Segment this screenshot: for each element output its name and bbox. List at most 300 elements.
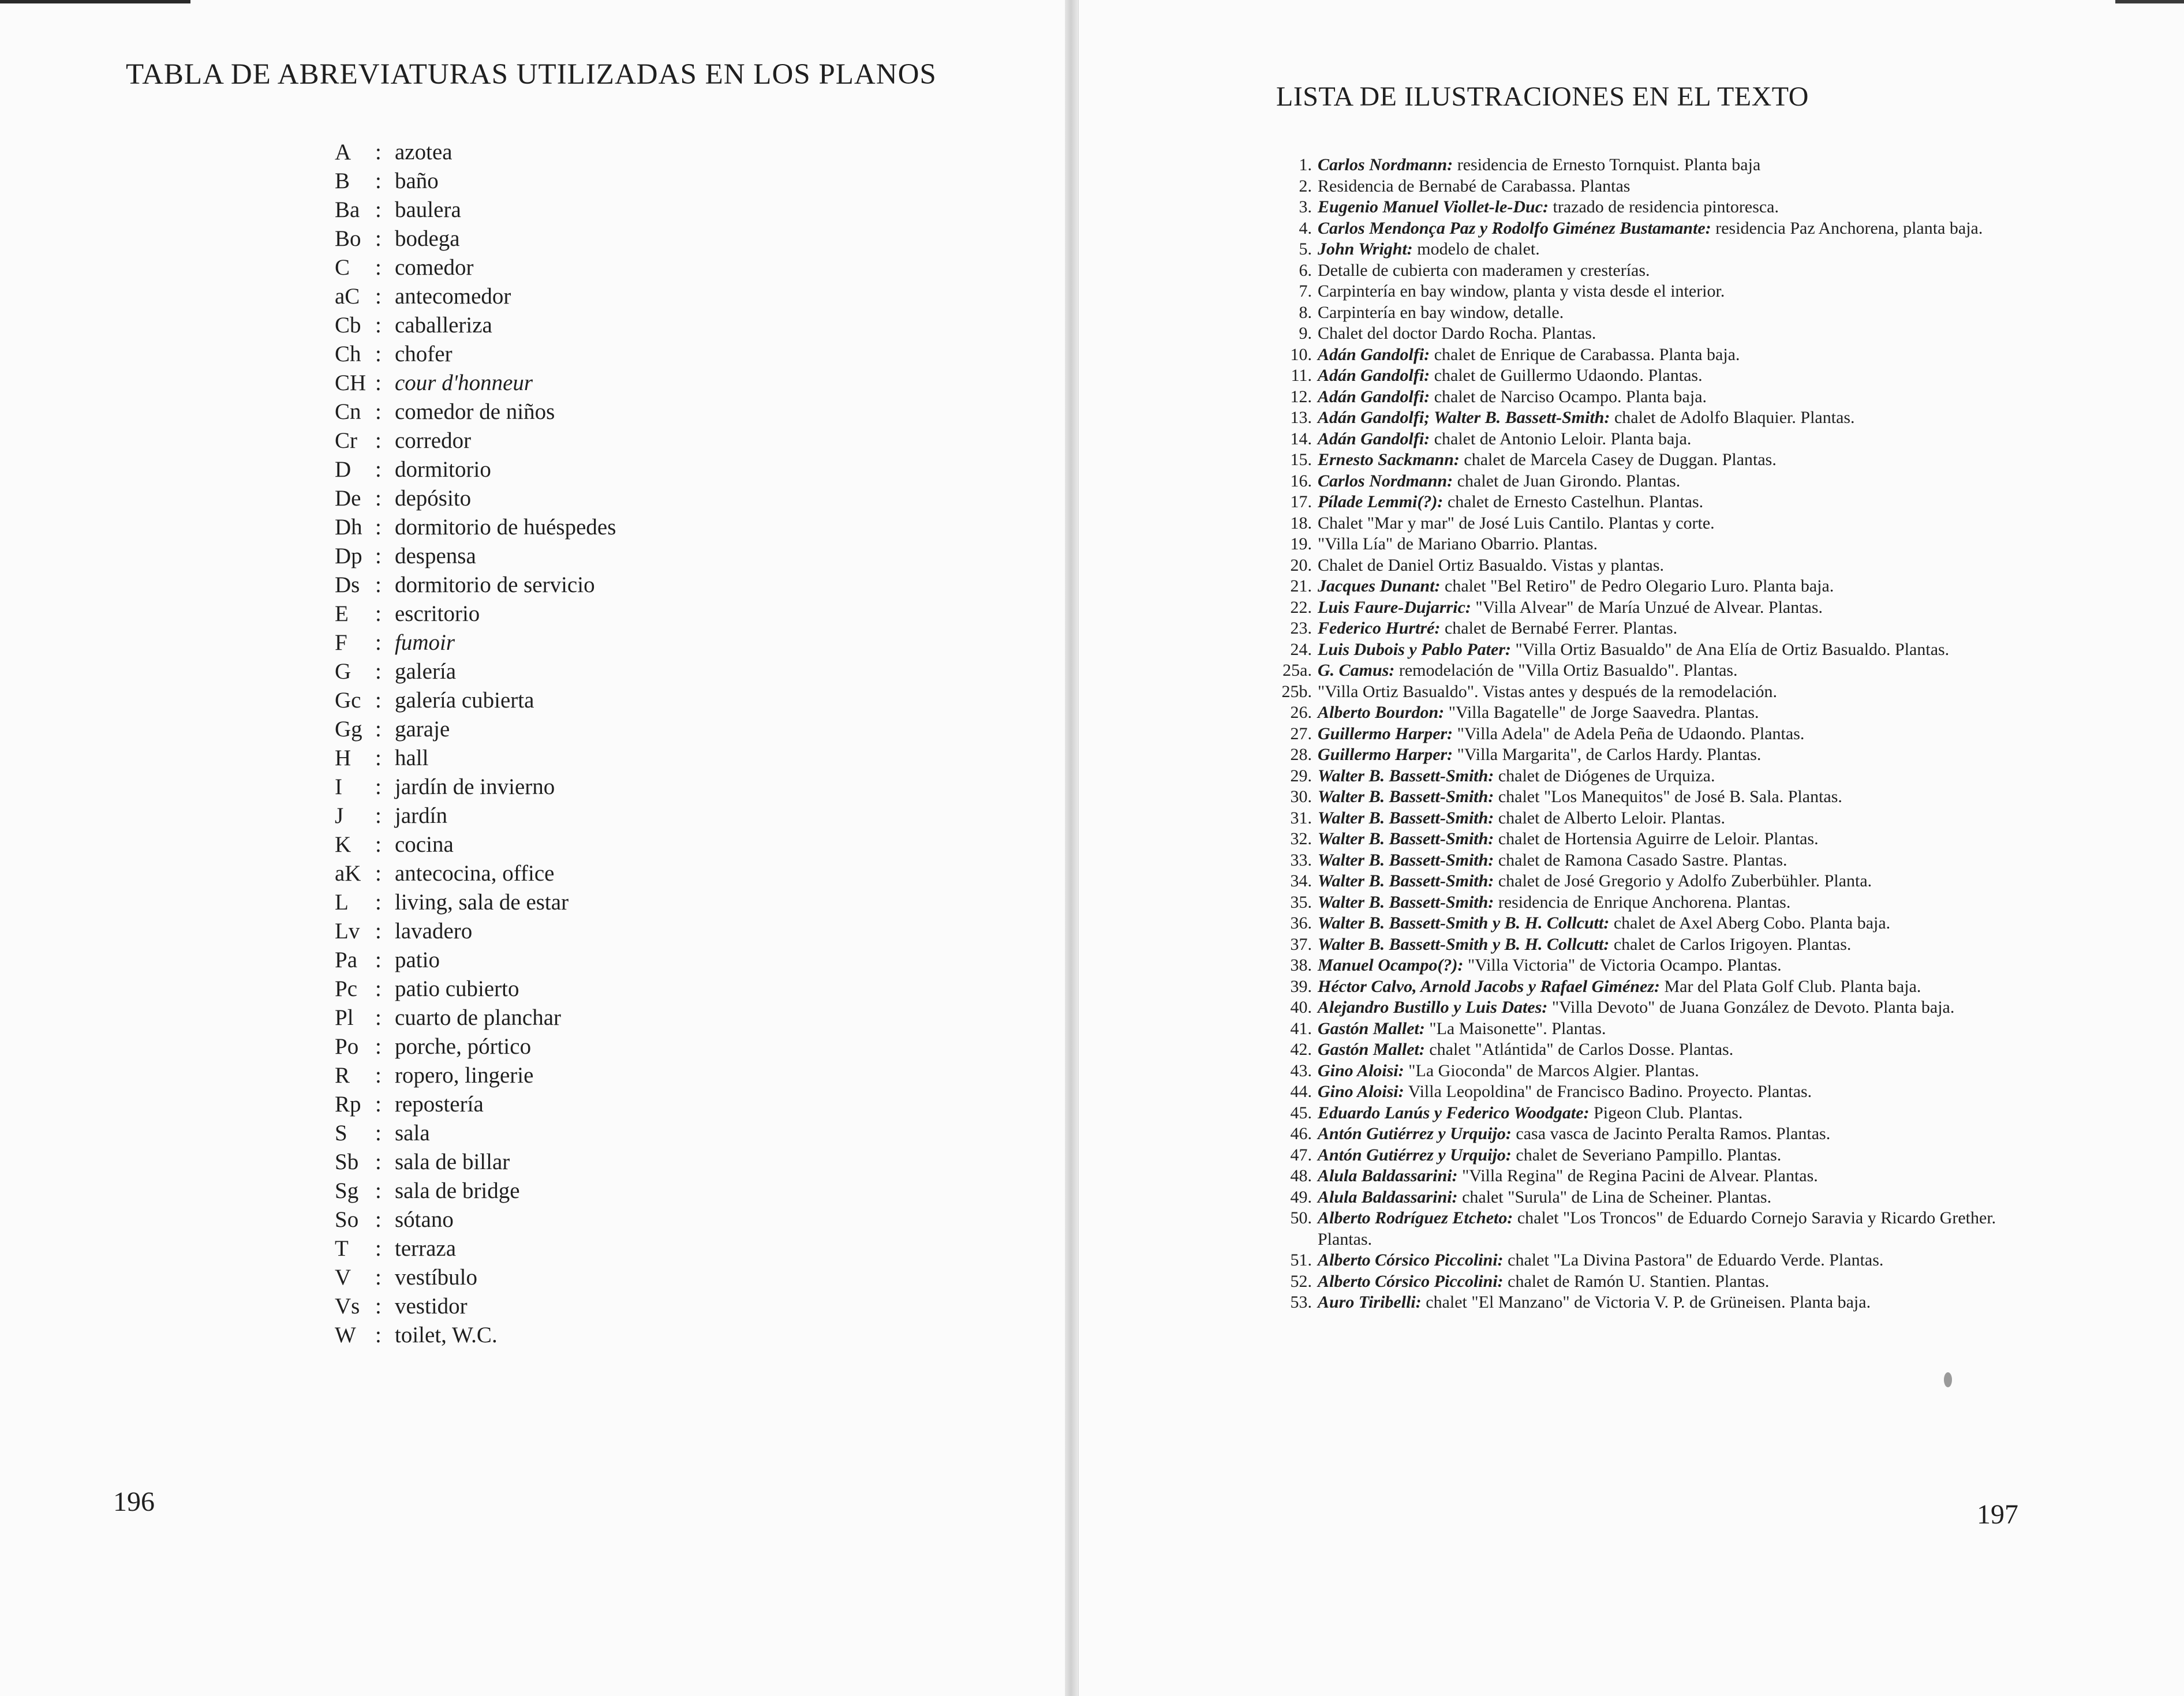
abbreviation-meaning: comedor — [395, 254, 474, 280]
abbreviation-separator: : — [375, 832, 382, 857]
abbreviation-meaning: depósito — [395, 485, 472, 511]
abbreviation-separator: : — [375, 947, 382, 972]
abbreviation-row — [335, 714, 616, 743]
illustration-author: John Wright: — [1318, 239, 1413, 259]
illustration-number: 34. — [1290, 871, 1312, 890]
illustration-item — [1265, 808, 2015, 829]
illustration-number: 51. — [1290, 1251, 1312, 1270]
abbreviation-separator: : — [375, 1149, 382, 1174]
illustration-description: "Villa Bagatelle" de Jorge Saavedra. Plantas. — [1444, 703, 1759, 722]
page-number-left: 196 — [113, 1487, 155, 1517]
illustration-description: "Villa Victoria" de Victoria Ocampo. Plantas. — [1463, 956, 1782, 975]
abbreviation-separator: : — [375, 716, 382, 742]
illustration-item — [1265, 682, 2015, 703]
illustration-description: chalet "Los Manequitos" de José B. Sala. Plantas. — [1494, 787, 1842, 806]
abbreviation-code: Cr — [335, 428, 357, 453]
illustration-description: chalet "Surula" de Lina de Scheiner. Plantas. — [1457, 1187, 1772, 1207]
illustration-caption — [1318, 1187, 2015, 1208]
abbreviation-separator: : — [375, 860, 382, 886]
illustration-caption — [1318, 976, 2015, 998]
abbreviations-list — [335, 137, 616, 1349]
illustration-item — [1265, 1081, 2015, 1103]
illustration-caption — [1318, 1039, 2015, 1061]
abbreviation-meaning: galería — [395, 658, 457, 684]
illustration-number: 35. — [1290, 892, 1312, 912]
illustration-description: chalet de Hortensia Aguirre de Leloir. Plantas. — [1494, 829, 1819, 848]
illustration-author: Gastón Mallet: — [1318, 1019, 1425, 1038]
abbreviation-code: De — [335, 485, 361, 511]
illustration-number: 32. — [1290, 829, 1312, 848]
abbreviation-row — [335, 599, 616, 628]
illustration-item — [1265, 1124, 2015, 1145]
illustration-number: 5. — [1299, 239, 1312, 259]
illustration-item — [1265, 387, 2015, 408]
illustration-caption — [1318, 597, 2015, 619]
abbreviation-separator: : — [375, 630, 382, 655]
illustration-number: 20. — [1290, 555, 1312, 575]
abbreviation-separator: : — [375, 399, 382, 424]
abbreviation-row — [335, 1090, 616, 1118]
illustration-item — [1265, 1187, 2015, 1208]
illustration-number: 13. — [1290, 408, 1312, 427]
illustration-description: residencia de Enrique Anchorena. Plantas. — [1494, 892, 1791, 912]
illustration-author: Adán Gandolfi: — [1318, 366, 1430, 385]
illustration-number: 16. — [1290, 471, 1312, 491]
illustration-author: Pílade Lemmi(?): — [1318, 492, 1443, 511]
illustration-author: Walter B. Bassett-Smith: — [1318, 808, 1494, 828]
illustration-number: 22. — [1290, 597, 1312, 617]
illustration-item — [1265, 892, 2015, 913]
illustration-number: 37. — [1290, 934, 1312, 954]
abbreviation-meaning: jardín de invierno — [395, 774, 555, 799]
illustration-author: Adán Gandolfi: — [1318, 345, 1430, 364]
abbreviation-separator: : — [375, 456, 382, 482]
illustration-item — [1265, 407, 2015, 429]
illustration-description: Chalet "Mar y mar" de José Luis Cantilo. Plantas y corte. — [1318, 513, 1715, 533]
illustration-caption — [1318, 1292, 2015, 1313]
illustration-description: chalet de Enrique de Carabassa. Planta baja. — [1430, 345, 1740, 364]
illustration-description: "Villa Adela" de Adela Peña de Udaondo. Plantas. — [1453, 724, 1805, 743]
abbreviation-separator: : — [375, 283, 382, 309]
illustration-description: "Villa Margarita", de Carlos Hardy. Plantas. — [1453, 745, 1762, 764]
illustration-number: 53. — [1290, 1293, 1312, 1312]
illustration-item — [1265, 787, 2015, 808]
illustration-caption — [1318, 1250, 2015, 1271]
abbreviation-row — [335, 1061, 616, 1090]
illustration-caption — [1318, 555, 2015, 576]
illustration-description: "Villa Lía" de Mariano Obarrio. Plantas. — [1318, 534, 1598, 553]
abbreviation-separator: : — [375, 745, 382, 770]
abbreviation-row — [335, 1320, 616, 1349]
abbreviation-meaning: despensa — [395, 543, 476, 568]
illustration-caption — [1318, 197, 2015, 218]
illustration-item — [1265, 1166, 2015, 1187]
abbreviation-row — [335, 1234, 616, 1263]
illustration-author: Walter B. Bassett-Smith: — [1318, 787, 1494, 806]
illustration-author: Héctor Calvo, Arnold Jacobs y Rafael Giménez: — [1318, 976, 1660, 996]
abbreviation-meaning: dormitorio — [395, 456, 491, 482]
illustration-number: 19. — [1290, 534, 1312, 553]
illustration-item — [1265, 871, 2015, 892]
abbreviation-row — [335, 339, 616, 368]
scan-edge — [2115, 0, 2184, 3]
illustration-description: Carpintería en bay window, planta y vista desde el interior. — [1318, 282, 1725, 301]
illustration-description: chalet de Narciso Ocampo. Planta baja. — [1430, 387, 1707, 406]
illustration-number: 29. — [1290, 766, 1312, 785]
illustration-number: 42. — [1290, 1040, 1312, 1059]
illustration-number: 8. — [1299, 302, 1312, 322]
illustration-caption — [1318, 1061, 2015, 1082]
illustration-description: residencia Paz Anchorena, planta baja. — [1711, 218, 1983, 238]
abbreviation-code: So — [335, 1207, 359, 1232]
illustration-item — [1265, 976, 2015, 998]
abbreviation-row — [335, 859, 616, 888]
illustration-description: chalet de Juan Girondo. Plantas. — [1453, 471, 1681, 491]
illustration-item — [1265, 345, 2015, 366]
illustration-caption — [1318, 365, 2015, 387]
abbreviation-meaning: ropero, lingerie — [395, 1062, 534, 1088]
abbreviation-row — [335, 657, 616, 686]
abbreviation-separator: : — [375, 514, 382, 540]
abbreviation-separator: : — [375, 370, 382, 395]
illustration-item — [1265, 555, 2015, 576]
illustration-description: chalet de Axel Aberg Cobo. Planta baja. — [1609, 913, 1891, 933]
illustration-caption — [1318, 155, 2015, 176]
illustration-author: Luis Dubois y Pablo Pater: — [1318, 639, 1511, 659]
illustration-author: Carlos Nordmann: — [1318, 471, 1453, 491]
illustration-number: 43. — [1290, 1061, 1312, 1080]
illustration-description: "La Gioconda" de Marcos Algier. Plantas. — [1404, 1061, 1699, 1080]
abbreviation-meaning: sala de bridge — [395, 1178, 520, 1203]
abbreviation-separator: : — [375, 485, 382, 511]
abbreviation-separator: : — [375, 1178, 382, 1203]
illustration-author: Antón Gutiérrez y Urquijo: — [1318, 1124, 1512, 1143]
illustration-author: Adán Gandolfi; Walter B. Bassett-Smith: — [1318, 408, 1610, 427]
illustration-caption — [1318, 260, 2015, 282]
abbreviation-separator: : — [375, 1207, 382, 1232]
abbreviation-code: B — [335, 168, 350, 193]
page-number-right: 197 — [1977, 1499, 2018, 1530]
abbreviation-meaning: fumoir — [395, 630, 455, 655]
abbreviation-code: Gc — [335, 687, 361, 713]
illustration-caption — [1318, 871, 2015, 892]
illustration-caption — [1318, 471, 2015, 492]
book-gutter — [1065, 0, 1078, 1696]
illustration-caption — [1318, 1081, 2015, 1103]
abbreviation-separator: : — [375, 572, 382, 597]
abbreviation-meaning: sótano — [395, 1207, 454, 1232]
illustration-number: 27. — [1290, 724, 1312, 743]
abbreviation-code: Dp — [335, 543, 362, 568]
abbreviation-row — [335, 484, 616, 512]
illustration-item — [1265, 450, 2015, 471]
abbreviation-separator: : — [375, 976, 382, 1001]
illustration-description: chalet de Alberto Leloir. Plantas. — [1494, 808, 1726, 828]
illustration-description: chalet de Severiano Pampillo. Plantas. — [1511, 1145, 1782, 1165]
illustrations-title: LISTA DE ILUSTRACIONES EN EL TEXTO — [1276, 81, 1809, 112]
illustration-author: Carlos Nordmann: — [1318, 155, 1453, 174]
illustration-number: 47. — [1290, 1145, 1312, 1165]
abbreviation-meaning: antecomedor — [395, 283, 511, 309]
abbreviation-separator: : — [375, 543, 382, 568]
abbreviation-code: J — [335, 803, 344, 828]
abbreviation-separator: : — [375, 341, 382, 366]
illustration-caption — [1318, 576, 2015, 597]
illustration-caption — [1318, 892, 2015, 913]
abbreviation-separator: : — [375, 601, 382, 626]
illustration-author: Guillermo Harper: — [1318, 745, 1453, 764]
illustration-number: 26. — [1290, 703, 1312, 722]
abbreviation-meaning: sala de billar — [395, 1149, 510, 1174]
abbreviation-separator: : — [375, 1264, 382, 1290]
abbreviation-separator: : — [375, 1120, 382, 1145]
illustration-description: modelo de chalet. — [1412, 239, 1540, 259]
illustration-caption — [1318, 1124, 2015, 1145]
illustration-description: chalet de Ramona Casado Sastre. Plantas. — [1494, 850, 1787, 870]
illustration-description: Chalet de Daniel Ortiz Basualdo. Vistas y plantas. — [1318, 555, 1665, 575]
illustration-caption — [1318, 1145, 2015, 1166]
illustration-number: 36. — [1290, 913, 1312, 933]
left-page — [0, 0, 1065, 1696]
illustration-caption — [1318, 1166, 2015, 1187]
abbreviation-row — [335, 166, 616, 195]
abbreviation-separator: : — [375, 1005, 382, 1030]
illustration-caption — [1318, 724, 2015, 745]
illustration-description: Mar del Plata Golf Club. Planta baja. — [1660, 976, 1921, 996]
illustration-number: 49. — [1290, 1187, 1312, 1207]
illustration-number: 12. — [1290, 387, 1312, 406]
abbreviation-row — [335, 1032, 616, 1061]
illustration-description: Pigeon Club. Plantas. — [1589, 1103, 1743, 1122]
illustration-item — [1265, 850, 2015, 871]
illustration-description: residencia de Ernesto Tornquist. Planta baja — [1453, 155, 1761, 174]
illustration-description: Carpintería en bay window, detalle. — [1318, 302, 1564, 322]
abbreviation-meaning: terraza — [395, 1236, 457, 1261]
abbreviation-meaning: patio cubierto — [395, 976, 519, 1001]
illustration-author: Walter B. Bassett-Smith: — [1318, 871, 1494, 890]
right-page — [1078, 0, 2184, 1696]
illustration-description: chalet de Ernesto Castelhun. Plantas. — [1443, 492, 1704, 511]
illustration-caption — [1318, 345, 2015, 366]
illustration-number: 25a. — [1282, 661, 1312, 680]
illustration-number: 1. — [1299, 155, 1312, 174]
illustration-caption — [1318, 997, 2015, 1019]
abbreviation-meaning: caballeriza — [395, 312, 492, 338]
illustration-number: 52. — [1290, 1271, 1312, 1291]
abbreviation-row — [335, 686, 616, 714]
illustration-author: Gastón Mallet: — [1318, 1040, 1425, 1059]
illustration-author: Walter B. Bassett-Smith: — [1318, 829, 1494, 848]
abbreviation-code: I — [335, 774, 342, 799]
abbreviation-meaning: living, sala de estar — [395, 889, 569, 915]
illustration-description: chalet "La Divina Pastora" de Eduardo Verde. Plantas. — [1503, 1251, 1884, 1270]
illustration-number: 46. — [1290, 1124, 1312, 1143]
scan-speck — [1944, 1372, 1952, 1387]
abbreviation-meaning: hall — [395, 745, 429, 770]
abbreviation-row — [335, 1118, 616, 1147]
illustration-item — [1265, 260, 2015, 282]
abbreviation-row — [335, 945, 616, 974]
illustration-caption — [1318, 1208, 2015, 1250]
abbreviation-meaning: sala — [395, 1120, 430, 1145]
abbreviation-code: Pl — [335, 1005, 354, 1030]
abbreviation-separator: : — [375, 168, 382, 193]
abbreviation-code: CH — [335, 370, 367, 395]
illustration-caption — [1318, 1103, 2015, 1124]
abbreviation-meaning: vestíbulo — [395, 1264, 477, 1290]
abbreviation-code: A — [335, 139, 351, 164]
illustration-description: Detalle de cubierta con maderamen y cresterías. — [1318, 260, 1650, 280]
abbreviation-code: L — [335, 889, 349, 915]
illustration-number: 4. — [1299, 218, 1312, 238]
abbreviation-code: Cb — [335, 312, 361, 338]
illustration-number: 3. — [1299, 197, 1312, 216]
illustration-number: 31. — [1290, 808, 1312, 828]
illustration-author: Jacques Dunant: — [1318, 576, 1441, 596]
abbreviation-code: aC — [335, 283, 360, 309]
abbreviation-row — [335, 1003, 616, 1032]
illustration-item — [1265, 155, 2015, 176]
abbreviation-code: Vs — [335, 1293, 360, 1319]
abbreviation-meaning: vestidor — [395, 1293, 468, 1319]
abbreviation-separator: : — [375, 803, 382, 828]
illustration-caption — [1318, 702, 2015, 724]
abbreviation-row — [335, 426, 616, 455]
illustration-item — [1265, 766, 2015, 787]
abbreviation-meaning: dormitorio de servicio — [395, 572, 595, 597]
illustration-author: Walter B. Bassett-Smith: — [1318, 766, 1494, 785]
illustration-number: 39. — [1290, 976, 1312, 996]
abbreviation-code: Gg — [335, 716, 362, 742]
abbreviation-meaning: baño — [395, 168, 439, 193]
illustration-item — [1265, 1250, 2015, 1271]
illustration-caption — [1318, 850, 2015, 871]
illustration-caption — [1318, 218, 2015, 239]
illustration-number: 50. — [1290, 1208, 1312, 1227]
illustration-author: Auro Tiribelli: — [1318, 1293, 1422, 1312]
illustration-item — [1265, 513, 2015, 534]
illustration-number: 48. — [1290, 1166, 1312, 1185]
abbreviation-code: Ch — [335, 341, 361, 366]
illustration-number: 15. — [1290, 450, 1312, 469]
illustration-item — [1265, 997, 2015, 1019]
illustration-number: 28. — [1290, 745, 1312, 764]
abbreviation-separator: : — [375, 889, 382, 915]
illustration-description: "Villa Devoto" de Juana González de Devoto. Planta baja. — [1547, 998, 1955, 1017]
abbreviation-meaning: antecocina, office — [395, 860, 555, 886]
illustration-item — [1265, 618, 2015, 639]
abbreviation-row — [335, 801, 616, 830]
abbreviation-meaning: corredor — [395, 428, 472, 453]
illustration-caption — [1318, 407, 2015, 429]
illustration-description: chalet de Guillermo Udaondo. Plantas. — [1430, 366, 1703, 385]
illustration-item — [1265, 429, 2015, 450]
abbreviation-code: Bo — [335, 226, 361, 251]
abbreviation-row — [335, 1263, 616, 1291]
illustration-item — [1265, 492, 2015, 513]
abbreviation-meaning: galería cubierta — [395, 687, 534, 713]
illustration-caption — [1318, 934, 2015, 956]
abbreviation-meaning: comedor de niños — [395, 399, 555, 424]
illustration-item — [1265, 744, 2015, 766]
abbreviation-code: H — [335, 745, 351, 770]
abbreviation-row — [335, 1291, 616, 1320]
illustration-caption — [1318, 302, 2015, 324]
illustration-item — [1265, 1039, 2015, 1061]
illustration-description: chalet de Ramón U. Stantien. Plantas. — [1503, 1271, 1770, 1291]
abbreviation-code: S — [335, 1120, 347, 1145]
illustration-item — [1265, 702, 2015, 724]
abbreviation-code: Cn — [335, 399, 361, 424]
illustration-item — [1265, 597, 2015, 619]
illustration-description: casa vasca de Jacinto Peralta Ramos. Plantas. — [1511, 1124, 1831, 1143]
illustration-caption — [1318, 913, 2015, 934]
illustration-item — [1265, 576, 2015, 597]
illustration-author: Walter B. Bassett-Smith: — [1318, 850, 1494, 870]
abbreviation-separator: : — [375, 774, 382, 799]
illustration-item — [1265, 1103, 2015, 1124]
illustration-description: Residencia de Bernabé de Carabassa. Plantas — [1318, 176, 1630, 196]
illustration-author: Walter B. Bassett-Smith y B. H. Collcutt: — [1318, 934, 1610, 954]
illustration-author: Walter B. Bassett-Smith: — [1318, 892, 1494, 912]
illustration-author: Carlos Mendonça Paz y Rodolfo Giménez Bustamante: — [1318, 218, 1711, 238]
abbreviation-meaning: repostería — [395, 1091, 484, 1117]
abbreviation-code: Rp — [335, 1091, 361, 1117]
illustration-item — [1265, 302, 2015, 324]
abbreviation-meaning: jardín — [395, 803, 447, 828]
illustration-caption — [1318, 639, 2015, 661]
scan-edge — [0, 0, 190, 3]
illustration-number: 23. — [1290, 619, 1312, 638]
illustration-author: Alberto Córsico Piccolini: — [1318, 1251, 1504, 1270]
abbreviation-code: K — [335, 832, 351, 857]
illustration-item — [1265, 176, 2015, 197]
illustration-caption — [1318, 766, 2015, 787]
illustration-item — [1265, 323, 2015, 345]
illustration-number: 44. — [1290, 1082, 1312, 1101]
abbreviation-meaning: porche, pórtico — [395, 1034, 532, 1059]
illustration-caption — [1318, 787, 2015, 808]
illustrations-list — [1265, 155, 2015, 1313]
illustration-author: Alula Baldassarini: — [1318, 1187, 1458, 1207]
abbreviation-code: aK — [335, 860, 361, 886]
illustration-item — [1265, 660, 2015, 682]
illustration-description: chalet "Los Troncos" de Eduardo Cornejo Saravia y Ricardo Grether. Plantas. — [1318, 1208, 1996, 1249]
illustration-item — [1265, 934, 2015, 956]
abbreviation-row — [335, 974, 616, 1003]
illustration-caption — [1318, 808, 2015, 829]
illustration-number: 21. — [1290, 576, 1312, 596]
abbreviation-row — [335, 916, 616, 945]
abbreviation-separator: : — [375, 1034, 382, 1059]
illustration-item — [1265, 281, 2015, 302]
illustration-item — [1265, 1061, 2015, 1082]
illustration-item — [1265, 913, 2015, 934]
abbreviation-code: Po — [335, 1034, 359, 1059]
illustration-description: chalet de Diógenes de Urquiza. — [1494, 766, 1715, 785]
illustration-number: 30. — [1290, 787, 1312, 806]
abbreviation-code: Dh — [335, 514, 362, 540]
illustration-caption — [1318, 660, 2015, 682]
illustration-number: 10. — [1290, 345, 1312, 364]
illustration-item — [1265, 1145, 2015, 1166]
illustration-caption — [1318, 513, 2015, 534]
illustration-author: Alberto Córsico Piccolini: — [1318, 1271, 1504, 1291]
illustration-author: Adán Gandolfi: — [1318, 387, 1430, 406]
abbreviation-code: Sb — [335, 1149, 359, 1174]
illustration-item — [1265, 724, 2015, 745]
illustration-author: Eugenio Manuel Viollet-le-Duc: — [1318, 197, 1549, 216]
